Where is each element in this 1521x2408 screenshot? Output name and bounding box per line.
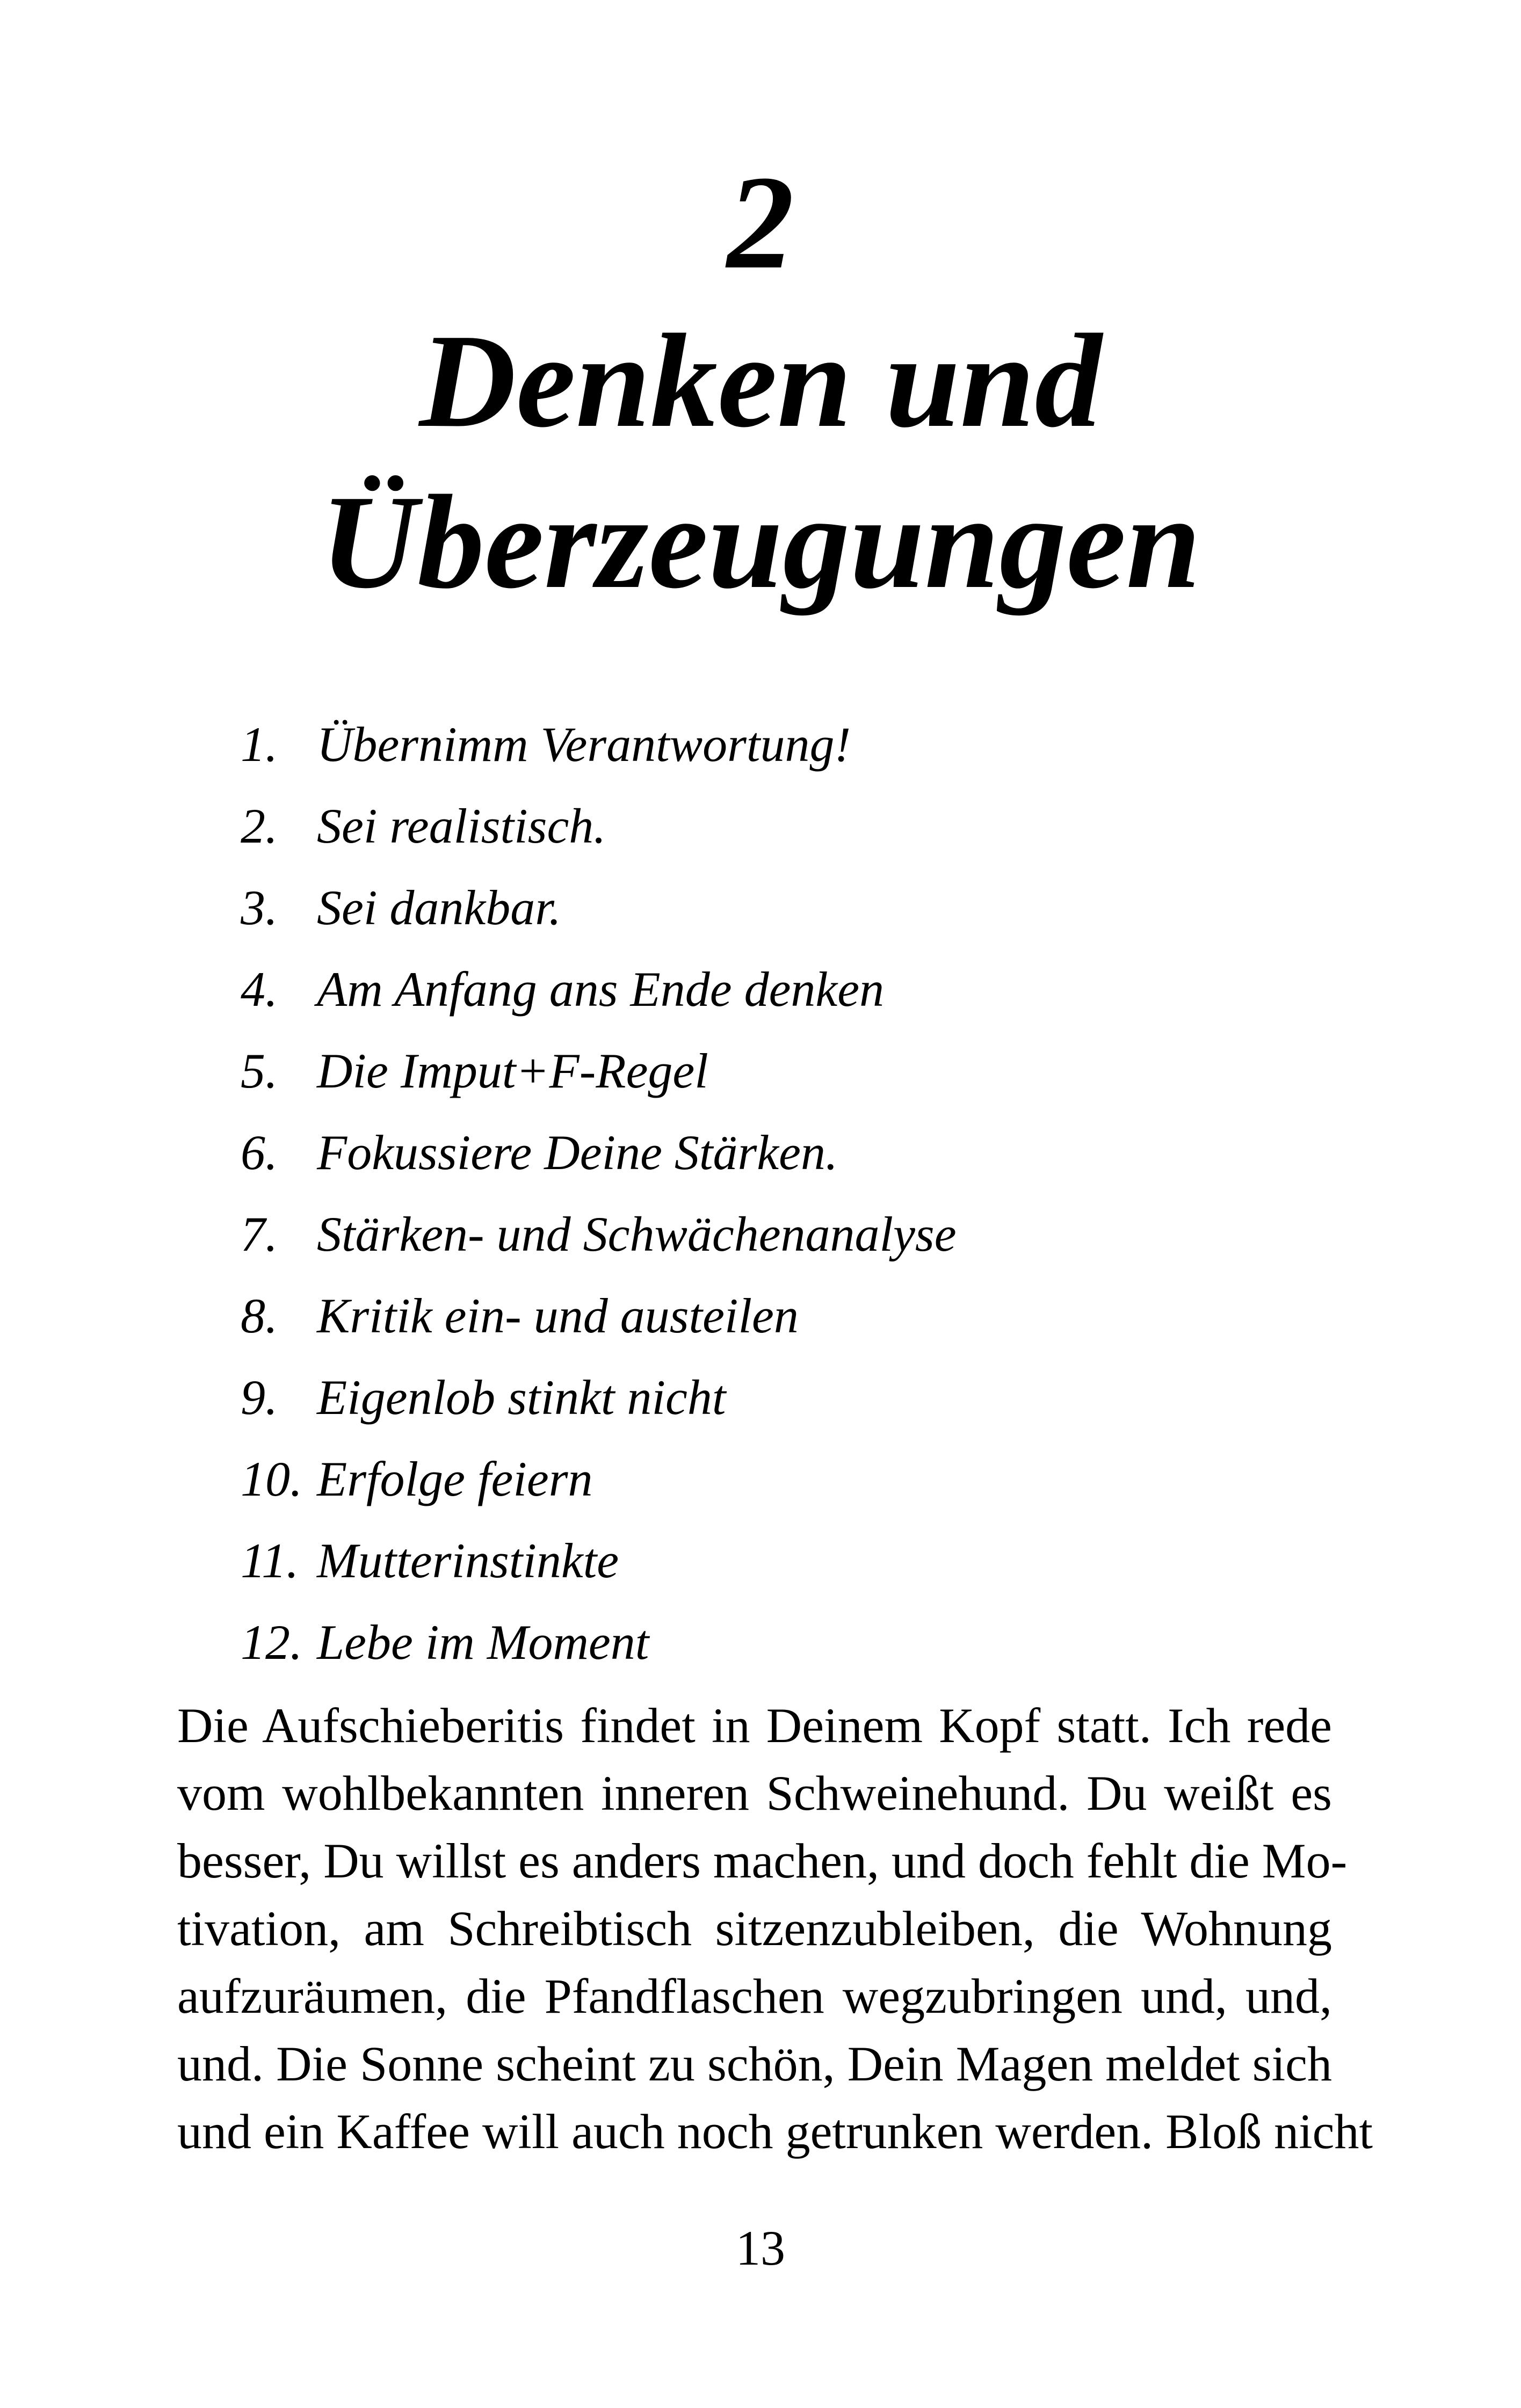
body-line: Die Aufschieberitis findet in Deinem Kopf statt. Ich rede	[177, 1698, 1332, 1753]
body-line: vom wohlbekannten inneren Schweinehund. Du weißt es	[177, 1766, 1332, 1820]
list-item-label: Sei dankbar.	[317, 880, 561, 935]
list-item-label: Mutterinstinkte	[317, 1533, 619, 1588]
list-item-number: 6.	[241, 1125, 278, 1180]
list-item-number: 1.	[241, 717, 278, 772]
list-item	[241, 1030, 957, 1112]
list-item-label: Eigenlob stinkt nicht	[317, 1370, 726, 1425]
list-item-label: Lebe im Moment	[317, 1615, 649, 1670]
list-item	[241, 1601, 957, 1683]
list-item-number: 8.	[241, 1288, 278, 1343]
list-item-number: 3.	[241, 880, 278, 935]
list-item-label: Übernimm Verantwortung!	[317, 717, 851, 772]
list-item-label: Kritik ein- und austeilen	[317, 1288, 799, 1343]
list-item	[241, 1520, 957, 1601]
list-item-label: Stärken- und Schwächenanalyse	[317, 1207, 957, 1261]
list-item-number: 4.	[241, 962, 278, 1017]
list-item	[241, 1193, 957, 1275]
page-number: 13	[736, 2221, 785, 2275]
chapter-title-line: Denken und	[419, 307, 1102, 455]
chapter-topics-list	[241, 703, 957, 1683]
list-item-number: 5.	[241, 1043, 278, 1098]
chapter-title-line: Überzeugungen	[320, 468, 1201, 616]
list-item	[241, 785, 957, 867]
body-line: und. Die Sonne scheint zu schön, Dein Magen meldet sich	[177, 2036, 1332, 2091]
body-line: tivation, am Schreibtisch sitzenzubleiben, die Wohnung	[177, 1901, 1332, 1956]
list-item-number: 11.	[241, 1533, 299, 1588]
list-item-label: Erfolge feiern	[317, 1452, 593, 1506]
list-item	[241, 1357, 957, 1438]
list-item	[241, 703, 957, 785]
chapter-number: 2	[727, 148, 794, 297]
list-item	[241, 1438, 957, 1520]
list-item	[241, 1275, 957, 1357]
list-item-number: 12.	[241, 1615, 302, 1670]
list-item	[241, 867, 957, 948]
list-item-label: Sei realistisch.	[317, 799, 606, 853]
list-item-number: 10.	[241, 1452, 302, 1506]
body-line: und ein Kaffee will auch noch getrunken werden. Bloß nicht	[177, 2104, 1373, 2159]
list-item-number: 9.	[241, 1370, 278, 1425]
list-item-label: Fokussiere Deine Stärken.	[317, 1125, 838, 1180]
list-item-number: 7.	[241, 1207, 278, 1261]
body-line: aufzuräumen, die Pfandflaschen wegzubringen und, und,	[177, 1969, 1332, 2023]
body-line: besser, Du willst es anders machen, und doch fehlt die Mo-	[177, 1833, 1348, 1888]
list-item	[241, 1112, 957, 1193]
list-item-label: Die Imput+F-Regel	[317, 1043, 708, 1098]
chapter-title	[0, 301, 1521, 623]
list-item	[241, 948, 957, 1030]
list-item-label: Am Anfang ans Ende denken	[317, 962, 885, 1017]
list-item-number: 2.	[241, 799, 278, 853]
body-paragraph	[177, 1692, 1373, 2165]
